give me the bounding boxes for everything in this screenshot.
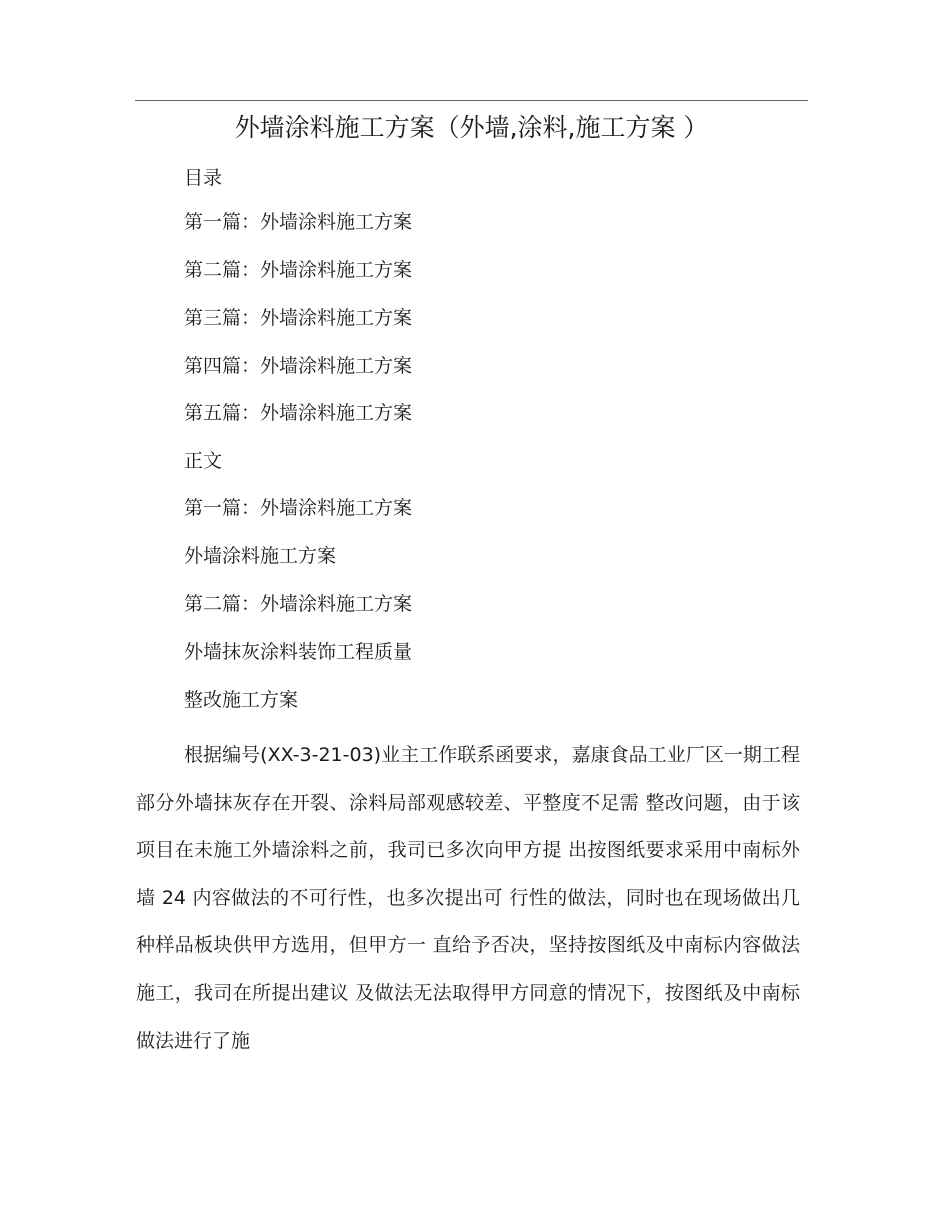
toc-item-2: 第二篇：外墙涂料施工方案 [184,259,413,281]
toc-heading: 目录 [184,167,223,189]
section-heading-1: 第一篇：外墙涂料施工方案 [184,497,413,519]
section-heading-2: 第二篇：外墙涂料施工方案 [184,593,413,615]
body-paragraph: 根据编号(XX-3-21-03)业主工作联系函要求，嘉康食品工业厂区一期工程部分外墙抹灰存在开裂、涂料局部观感较差、平整度不足需 整改问题，由于该项目在未施工外墙涂料之前，我司已多次向甲方提 出按图纸要求采用中南标外墙 24 内容做法的不可行性，也多次提出可 行性的做法，同时也在现场做出几种样品板块供甲方选用，但甲方一 直给予否决，坚持按图纸及中南标内容做法施工，我司在所提出建议 及做法无法取得甲方同意的情况下，按图纸及中南标做法进行了施 [136,744,800,1052]
body-heading: 正文 [184,450,223,472]
section-subtitle-2b: 整改施工方案 [184,689,299,711]
toc-item-3: 第三篇：外墙涂料施工方案 [184,307,413,329]
toc-item-4: 第四篇：外墙涂料施工方案 [184,355,413,377]
header-rule [135,100,808,101]
toc-item-5: 第五篇：外墙涂料施工方案 [184,402,413,424]
section-subtitle-1: 外墙涂料施工方案 [184,545,337,567]
document-title: 外墙涂料施工方案（外墙,涂料,施工方案 ） [234,113,709,142]
section-subtitle-2a: 外墙抹灰涂料装饰工程质量 [184,641,413,663]
toc-item-1: 第一篇：外墙涂料施工方案 [184,211,413,233]
